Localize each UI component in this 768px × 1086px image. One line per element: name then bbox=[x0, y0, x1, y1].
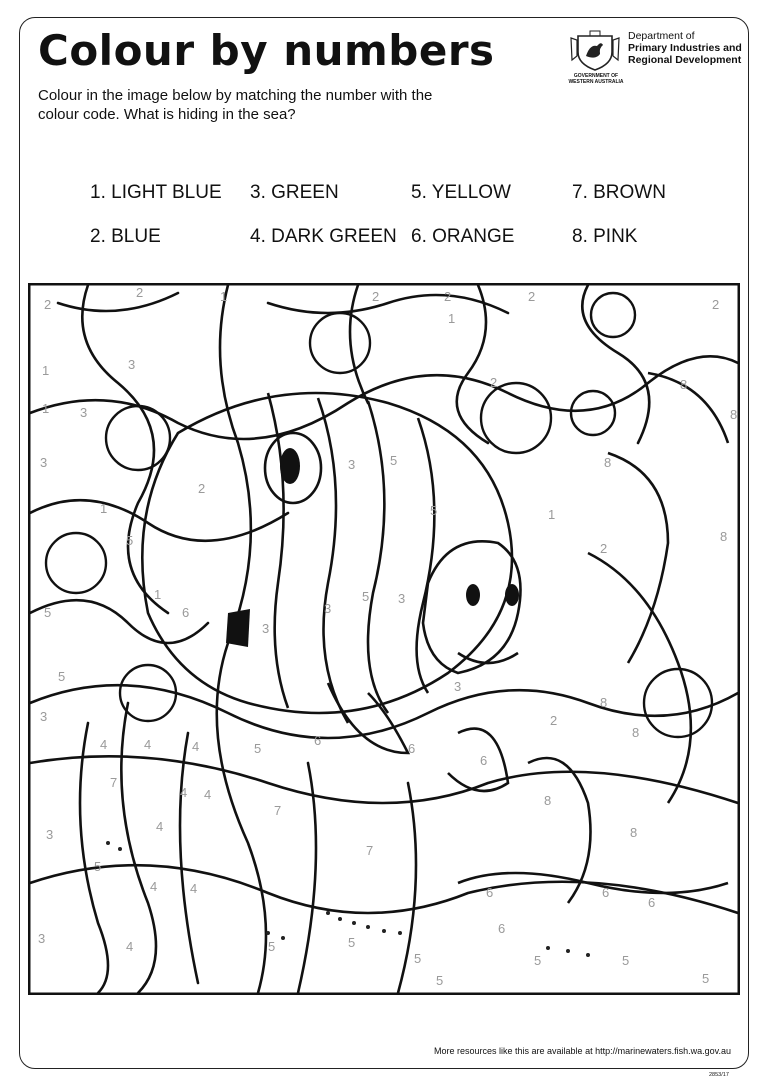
sand-dot bbox=[281, 936, 285, 940]
picture-number: 3 bbox=[80, 405, 88, 420]
picture-number: 8 bbox=[730, 407, 738, 422]
picture-number: 1 bbox=[100, 501, 108, 516]
sand-dot bbox=[326, 911, 330, 915]
picture-number: 3 bbox=[324, 601, 332, 616]
picture-number: 2 bbox=[198, 481, 206, 496]
picture-number: 4 bbox=[204, 787, 212, 802]
picture-number: 4 bbox=[190, 881, 198, 896]
colour-key bbox=[90, 182, 710, 252]
sand-dot bbox=[366, 925, 370, 929]
picture-number: 2 bbox=[550, 713, 558, 728]
picture-number: 5 bbox=[94, 859, 102, 874]
picture-number: 4 bbox=[126, 939, 134, 954]
colouring-picture bbox=[28, 283, 740, 995]
sand-dot bbox=[118, 847, 122, 851]
picture-number: 5 bbox=[436, 973, 444, 988]
department-logo bbox=[564, 26, 744, 86]
picture-number: 8 bbox=[632, 725, 640, 740]
sand-dot bbox=[546, 946, 550, 950]
picture-number: 6 bbox=[182, 605, 190, 620]
picture-number: 2 bbox=[372, 289, 380, 304]
picture-number: 1 bbox=[548, 507, 556, 522]
colour-key-item: 5. YELLOW bbox=[411, 182, 511, 203]
picture-number: 2 bbox=[44, 297, 52, 312]
picture-number: 5 bbox=[414, 951, 422, 966]
sand-dot bbox=[106, 841, 110, 845]
sand-dot bbox=[398, 931, 402, 935]
picture-number: 2 bbox=[528, 289, 536, 304]
fish-mouth bbox=[226, 609, 250, 647]
government-caption-line1: GOVERNMENT OF bbox=[573, 73, 619, 79]
picture-number: 2 bbox=[444, 289, 452, 304]
picture-number: 8 bbox=[630, 825, 638, 840]
picture-number: 3 bbox=[46, 827, 54, 842]
picture-number: 6 bbox=[314, 733, 322, 748]
picture-number: 5 bbox=[702, 971, 710, 986]
picture-number: 1 bbox=[42, 401, 50, 416]
picture-number: 5 bbox=[126, 533, 134, 548]
sand-dot bbox=[586, 953, 590, 957]
picture-number: 1 bbox=[448, 311, 456, 326]
colour-key-item: 2. BLUE bbox=[90, 226, 161, 247]
picture-number: 5 bbox=[430, 503, 438, 518]
picture-number: 4 bbox=[144, 737, 152, 752]
picture-number: 1 bbox=[154, 587, 162, 602]
picture-number: 5 bbox=[390, 453, 398, 468]
picture-number: 2 bbox=[490, 375, 498, 390]
picture-number: 6 bbox=[602, 885, 610, 900]
picture-number: 2 bbox=[600, 541, 608, 556]
government-caption-line2: WESTERN AUSTRALIA bbox=[568, 79, 624, 85]
picture-number: 3 bbox=[38, 931, 46, 946]
picture-number: 3 bbox=[128, 357, 136, 372]
picture-number: 8 bbox=[544, 793, 552, 808]
colour-key-item: 8. PINK bbox=[572, 226, 638, 247]
picture-number: 6 bbox=[648, 895, 656, 910]
picture-number: 5 bbox=[44, 605, 52, 620]
picture-number: 8 bbox=[680, 377, 688, 392]
picture-number: 2 bbox=[136, 285, 144, 300]
picture-number: 3 bbox=[398, 591, 406, 606]
picture-number: 7 bbox=[110, 775, 118, 790]
colour-key-item: 1. LIGHT BLUE bbox=[90, 182, 222, 203]
department-name-line2: Primary Industries and bbox=[628, 42, 742, 54]
department-name-line3: Regional Development bbox=[628, 54, 742, 66]
picture-number: 5 bbox=[268, 939, 276, 954]
picture-number: 4 bbox=[192, 739, 200, 754]
fish-eye bbox=[280, 448, 300, 484]
picture-number: 6 bbox=[480, 753, 488, 768]
sand-dot bbox=[352, 921, 356, 925]
document-code: 2853/17 bbox=[709, 1072, 729, 1078]
wa-government-crest-icon bbox=[570, 30, 620, 72]
department-name-line1: Department of bbox=[628, 30, 695, 42]
picture-number: 3 bbox=[454, 679, 462, 694]
government-caption bbox=[564, 73, 628, 85]
picture-number: 2 bbox=[712, 297, 720, 312]
department-name bbox=[628, 30, 742, 66]
picture-number: 8 bbox=[604, 455, 612, 470]
picture-number: 4 bbox=[150, 879, 158, 894]
picture-number: 8 bbox=[600, 695, 608, 710]
picture-number: 4 bbox=[156, 819, 164, 834]
picture-number: 8 bbox=[720, 529, 728, 544]
colour-key-item: 7. BROWN bbox=[572, 182, 666, 203]
picture-number: 4 bbox=[100, 737, 108, 752]
picture-number: 3 bbox=[262, 621, 270, 636]
picture-number: 6 bbox=[486, 885, 494, 900]
picture-number: 7 bbox=[274, 803, 282, 818]
picture-number: 5 bbox=[348, 935, 356, 950]
picture-number: 7 bbox=[366, 843, 374, 858]
picture-number: 5 bbox=[58, 669, 66, 684]
colour-key-item: 6. ORANGE bbox=[411, 226, 515, 247]
picture-number: 6 bbox=[498, 921, 506, 936]
picture-number: 3 bbox=[40, 455, 48, 470]
picture-number: 5 bbox=[362, 589, 370, 604]
picture-number: 5 bbox=[534, 953, 542, 968]
octopus-eye bbox=[466, 584, 480, 606]
sand-dot bbox=[382, 929, 386, 933]
colour-key-item: 4. DARK GREEN bbox=[250, 226, 397, 247]
octopus-eye bbox=[505, 584, 519, 606]
picture-number: 4 bbox=[180, 785, 188, 800]
picture-number: 5 bbox=[254, 741, 262, 756]
sand-dot bbox=[338, 917, 342, 921]
instructions-text: Colour in the image below by matching the number with the colour code. What is hiding in the sea? bbox=[38, 87, 433, 123]
footer-resources-text: More resources like this are available at http://marinewaters.fish.wa.gov.au bbox=[434, 1046, 731, 1056]
picture-number: 3 bbox=[348, 457, 356, 472]
page-title: Colour by numbers bbox=[38, 26, 495, 75]
sand-dot bbox=[566, 949, 570, 953]
picture-number: 1 bbox=[220, 289, 228, 304]
picture-number: 1 bbox=[42, 363, 50, 378]
picture-number: 6 bbox=[408, 741, 416, 756]
colour-key-item: 3. GREEN bbox=[250, 182, 339, 203]
sand-dot bbox=[266, 931, 270, 935]
picture-number: 5 bbox=[622, 953, 630, 968]
picture-number: 3 bbox=[40, 709, 48, 724]
